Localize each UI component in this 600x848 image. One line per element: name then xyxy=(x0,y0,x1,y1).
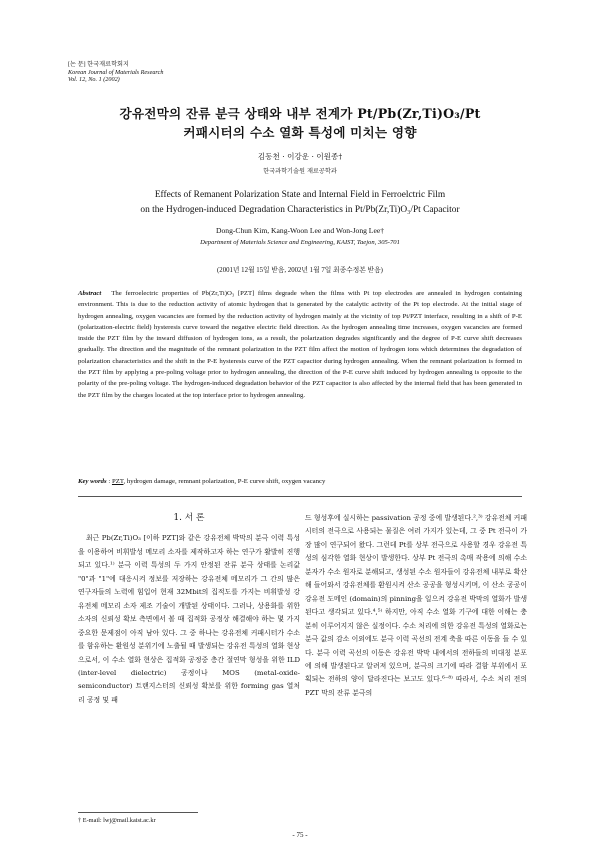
page-number: - 75 - xyxy=(292,831,308,839)
english-affiliation: Department of Materials Science and Engineering, KAIST, Taejon, 305-701 xyxy=(200,239,400,246)
abstract-text: The ferroelectric properties of Pb(Zr,Ti)O₃ [PZT] films degrade when the films with Pt top electrodes are annealed in hydrogen containing environment. This is due to the reduction activity of atomic hydrogen that is generated by the catalytic activity of the Pt top electrode. At the initial stage of hydrogen annealing, oxygen vacancies are formed by the reduction activity of hydrogen mainly at the vicinity of top Pt/PZT interface, resulting in a shift of P-E (polarization-electric field) hysteresis curve toward the negative electric field direction. As the hydrogen annealing time increases, oxygen vacancies are formed inside the PZT film by the inward diffusion of hydrogen ions, as a result, the polarization degrades significantly and the degree of P-E curve shift decreases gradually. The direction and the magnitude of the remnant polarization in the PZT film affect the motion of hydrogen ions which determines the degradation of polarization characteristics and the shift in the P-E hysteresis curve of the PZT capacitor during hydrogen annealing. When the remnant polarization is formed in the PZT film by applying a pre-poling voltage prior to hydrogen annealing, the direction of the P-E curve shift induced by hydrogen annealing is opposite to the polarity of the pre-poling voltage. The hydrogen-induced degradation behavior of the PZT capacitor is also affected by the internal field that has been generated in the PZT film by the charges located at the top interface prior to hydrogen annealing. xyxy=(78,290,522,399)
section-divider xyxy=(78,496,522,497)
keyword-first: PZT xyxy=(111,478,124,485)
journal-volume: Vol. 12, No. 1 (2002) xyxy=(68,76,120,84)
abstract-label: Abstract xyxy=(78,290,102,297)
footnote-email: † E-mail: lwj@mail.kaist.ac.kr xyxy=(78,817,156,824)
abstract xyxy=(78,288,522,401)
english-authors: Dong-Chun Kim, Kang-Woon Lee and Won-Jong Lee† xyxy=(216,226,384,235)
keywords xyxy=(78,478,522,485)
right-column xyxy=(305,512,527,700)
section-heading: 1. 서 론 xyxy=(173,513,205,523)
intro-paragraph-left: 최근 Pb(Zr,Ti)O₃ [이하 PZT]와 같은 강유전체 박막의 분극 이력 특성을 이용하여 비휘발성 메모리 소자를 제작하고자 하는 연구가 활발히 진행되고 있다.¹⁾ 분극 이력 특성의 두 가지 안정된 잔류 분극 상태를 논리값 "0"과 "1"에 대응시켜 정보를 저장하는 강유전체 메모리가 그 간의 많은 연구자들의 노력에 힘입어 현재 32Mbit의 집적도를 가지는 비휘발성 강유전체 메모리 소자 제조 기술이 개발된 상태이다. 그러나, 상용화를 위한 소자의 신뢰성 확보 측면에서 볼 때 집적화 공정상 해결해야 하는 몇 가지 중요한 문제점이 아직 남아 있다. 그 중 하나는 강유전체 커패시터가 수소를 함유하는 환원성 분위기에 노출될 때 발생되는 강유전 특성의 열화 현상으로서, 이 수소 열화 현상은 집적화 공정중 층간 절연막 형성을 위한 ILD (inter-level dielectric) 공정이나 MOS (metal-oxide-semiconductor) 트랜지스터의 신뢰성 확보를 위한 forming gas 열처리 공정 및 패 xyxy=(78,534,300,704)
keywords-colon: : xyxy=(106,478,112,485)
english-title-line1: Effects of Remanent Polarization State and Internal Field in Ferroelctric Film xyxy=(154,190,446,200)
korean-affiliation: 한국과학기술원 재료공학과 xyxy=(263,168,337,175)
korean-authors: 김동천 · 이강운 · 이원종† xyxy=(257,152,343,161)
received-dates: (2001년 12월 15일 받음, 2002년 1월 7일 최종수정본 받음) xyxy=(217,267,383,274)
korean-title xyxy=(0,104,600,142)
journal-header xyxy=(68,61,163,84)
keywords-rest: , hydrogen damage, remnant polarization, P-E curve shift, oxygen vacancy xyxy=(123,478,326,485)
journal-header-korean: [논 문] 한국재료학회지 xyxy=(68,61,130,68)
keywords-label: Key words xyxy=(78,478,107,485)
english-title-line2: on the Hydrogen-induced Degradation Characteristics in Pt/Pb(Zr,Ti)O₃/Pt Capacitor xyxy=(140,205,460,215)
journal-name: Korean Journal of Materials Research xyxy=(68,68,164,76)
korean-title-line2: 커패시터의 수소 열화 특성에 미치는 영향 xyxy=(183,125,417,140)
korean-title-line1: 강유전막의 잔류 분극 상태와 내부 전계가 Pt/Pb(Zr,Ti)O₃/Pt xyxy=(119,106,481,121)
intro-paragraph-right: 드 형성후에 실시하는 passivation 공정 중에 발생된다.²,³⁾ 강유전체 커패시터의 전극으로 사용되는 물질은 여러 가지가 있는데, 그 중 Pt 전극이 가장 많이 연구되어 왔다. 그런데 Pt를 상부 전극으로 사용할 경우 강유전 특성의 심각한 열화 현상이 발생한다. 상부 Pt 전극의 촉매 작용에 의해 수소 분자가 수소 원자로 분해되고, 생성된 수소 원자들이 강유전체 내부로 확산해 들어와서 강유전체를 환원시켜 산소 공공을 형성시키며, 이 산소 공공이 강유전 도메인 (domain)의 pinning을 일으켜 강유전 박막의 열화가 발생된다고 생각되고 있다.⁴,⁵⁾ 하지만, 아직 수소 열화 기구에 대한 이해는 충분히 이루어지지 않은 실정이다. 수소 처리에 의한 강유전 특성의 열화로는 분극 값의 감소 이외에도 분극 이력 곡선의 전계 축을 따른 이동을 들 수 있다. 분극 이력 곡선의 이동은 강유전 박막 내에서의 전하들의 비대칭 분포에 의해 발생된다고 알려져 있으며, 분극의 크기에 따라 결함 부위에서 포획되는 전하의 양이 달라진다는 보고도 있다.⁶⁻⁸⁾ 따라서, 수소 처리 전의 PZT 막의 잔류 분극의 xyxy=(305,514,527,697)
footnote-rule xyxy=(78,812,198,813)
left-column xyxy=(78,512,300,707)
english-title xyxy=(0,188,600,218)
